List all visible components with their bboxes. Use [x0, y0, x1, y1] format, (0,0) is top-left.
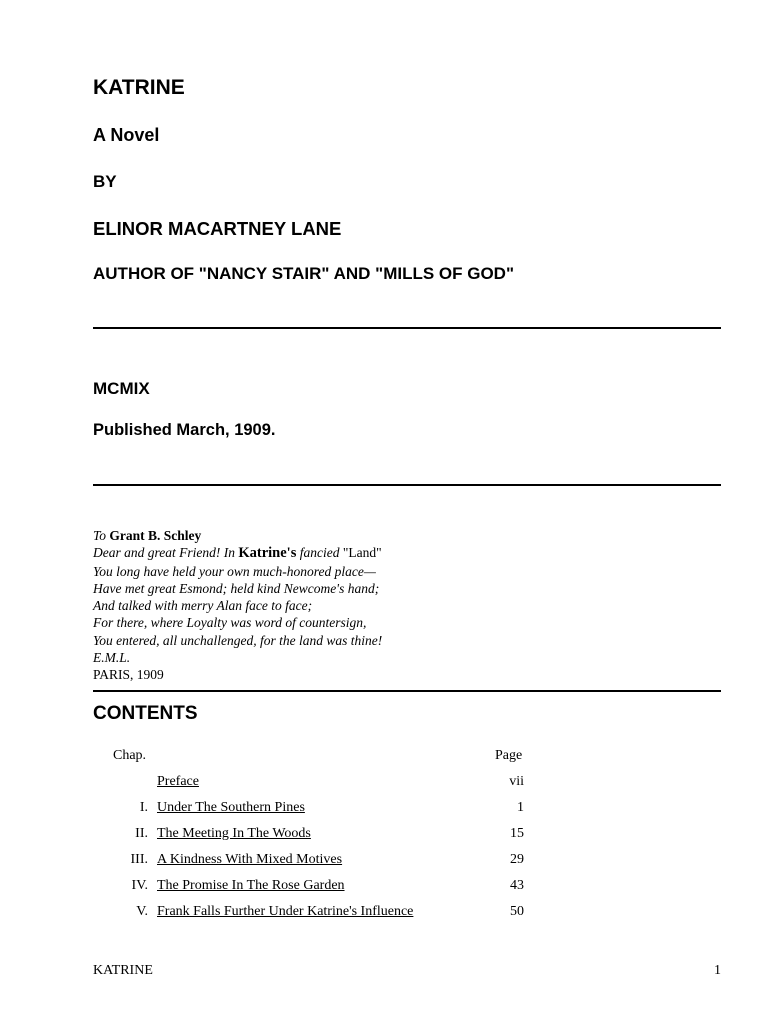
author-credit: AUTHOR OF "NANCY STAIR" AND "MILLS OF GOD" [93, 264, 515, 283]
divider-rule [93, 327, 721, 329]
chapter-number: II. [135, 826, 148, 841]
contents-heading: CONTENTS [93, 703, 198, 724]
chapter-number: III. [130, 852, 148, 867]
dedication-line: Dear and great Friend! In Katrine's fancied "Land" [93, 545, 382, 562]
dedication-line: You long have held your own much-honored place— [93, 563, 376, 579]
dedication-place: PARIS, 1909 [93, 667, 164, 683]
dedication-recipient: Grant B. Schley [109, 528, 202, 543]
chapter-number: I. [139, 800, 148, 815]
footer-page-number: 1 [714, 963, 721, 978]
divider-rule [93, 690, 721, 692]
table-row [0, 852, 768, 872]
chapter-page: 43 [510, 878, 524, 893]
dedication-line: You entered, all unchallenged, for the land was thine! [93, 632, 383, 648]
chap-column-header: Chap. [113, 748, 147, 763]
chapter-page: vii [509, 774, 524, 789]
dedication-to-line [93, 527, 382, 544]
footer-running-title: KATRINE [93, 963, 153, 978]
table-row [0, 826, 768, 846]
dedication-line: And talked with merry Alan face to face; [93, 598, 313, 614]
chapter-link[interactable]: The Meeting In The Woods [157, 826, 311, 841]
table-row [0, 904, 768, 924]
divider-rule [93, 484, 721, 486]
book-title: KATRINE [93, 76, 185, 99]
table-row [0, 878, 768, 898]
contents-header-row [0, 748, 768, 768]
chapter-link[interactable]: A Kindness With Mixed Motives [157, 852, 343, 867]
dedication-to-word: To [93, 528, 107, 543]
chapter-link[interactable]: The Promise In The Rose Garden [157, 878, 345, 893]
chapter-link[interactable]: Preface [157, 774, 199, 789]
table-row [0, 774, 768, 794]
chapter-page: 15 [510, 826, 524, 841]
chapter-page: 29 [510, 852, 524, 867]
publication-date: Published March, 1909. [93, 421, 276, 439]
year-roman: MCMIX [93, 379, 150, 398]
chapter-link[interactable]: Under The Southern Pines [157, 800, 305, 815]
book-subtitle: A Novel [93, 125, 160, 145]
chapter-page: 50 [510, 904, 524, 919]
table-row [0, 800, 768, 820]
chapter-page: 1 [517, 800, 524, 815]
by-line: BY [93, 172, 117, 191]
dedication [93, 527, 382, 684]
dedication-line: Have met great Esmond; held kind Newcome's hand; [93, 580, 380, 596]
author-name: ELINOR MACARTNEY LANE [93, 218, 342, 239]
dedication-signature: E.M.L. [93, 650, 131, 666]
page-column-header: Page [495, 748, 523, 763]
dedication-line: For there, where Loyalty was word of countersign, [93, 615, 367, 631]
chapter-number: V. [136, 904, 148, 919]
chapter-link[interactable]: Frank Falls Further Under Katrine's Influence [157, 904, 414, 919]
chapter-number: IV. [131, 878, 148, 893]
